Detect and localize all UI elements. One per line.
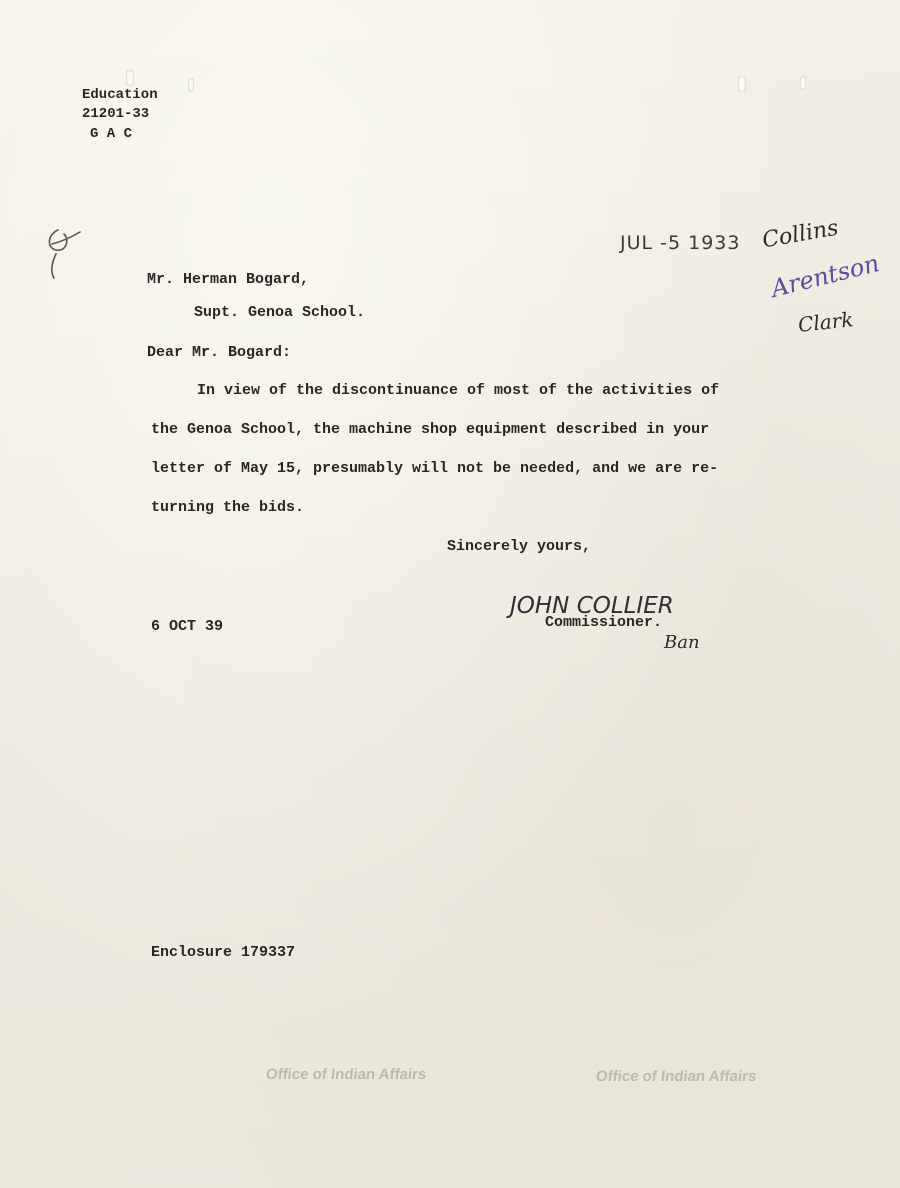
punch-hole (800, 76, 806, 90)
punch-hole (738, 76, 746, 92)
filing-note: 6 OCT 39 (151, 618, 224, 635)
recipient-name: Mr. Herman Bogard, (147, 271, 310, 288)
body-line: turning the bids. (151, 499, 305, 516)
salutation: Dear Mr. Bogard: (147, 344, 292, 361)
file-initials: G A C (90, 126, 133, 142)
punch-hole (126, 70, 134, 86)
closing: Sincerely yours, (447, 538, 592, 555)
enclosure-line: Enclosure 179337 (151, 944, 296, 961)
pencil-flourish-mark (40, 220, 88, 282)
file-department: Education (82, 87, 158, 103)
body-line: the Genoa School, the machine shop equipment described in your (151, 421, 710, 438)
signer-title: Commissioner. (545, 614, 663, 631)
punch-hole (188, 78, 194, 92)
body-line: In view of the discontinuance of most of the activities of (197, 382, 720, 399)
routing-name-arentson: Arentson (768, 249, 883, 303)
routing-name-collins: Collins (760, 215, 841, 254)
signature-stamp: JOHN COLLIER (510, 593, 674, 619)
routing-name-clark: Clark (796, 307, 855, 337)
office-stamp-faint: Office of Indian Affairs (265, 1066, 428, 1083)
office-stamp-faint: Office of Indian Affairs (595, 1068, 758, 1085)
signer-initials: Ban (664, 632, 700, 653)
body-line: letter of May 15, presumably will not be needed, and we are re- (151, 460, 719, 477)
recipient-title: Supt. Genoa School. (194, 304, 366, 321)
date-stamp: JUL -5 1933 (620, 232, 741, 254)
file-number: 21201-33 (82, 106, 150, 122)
